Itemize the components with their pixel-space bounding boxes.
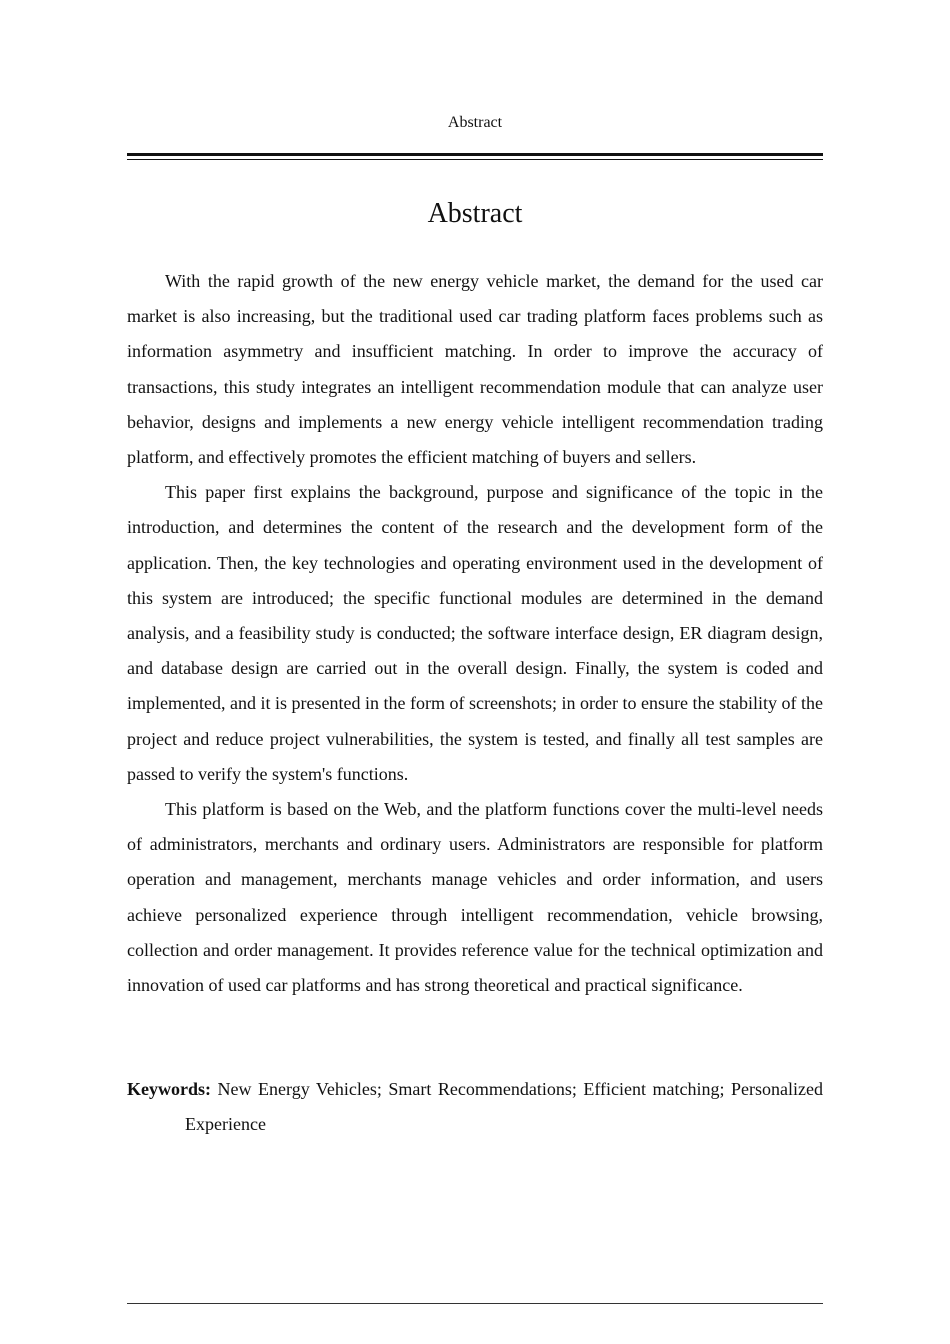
header-rule [127,153,823,160]
abstract-body [127,264,823,1003]
keywords-text: New Energy Vehicles; Smart Recommendations; Efficient matching; Personalized Experience [185,1079,824,1135]
page-title: Abstract [427,198,523,229]
keywords-label: Keywords: [127,1079,211,1099]
abstract-paragraph: This paper first explains the background, purpose and significance of the topic in the introduction, and determines the content of the research and the development form of the application. Then, the key technologies and operating environment used in the development of this system are introduced; the specific functional modules are determined in the demand analysis, and a feasibility study is conducted; the software interface design, ER diagram design, and database design are carried out in the overall design. Finally, the system is coded and implemented, and it is presented in the form of screenshots; in order to ensure the stability of the project and reduce project vulnerabilities, the system is tested, and finally all test samples are passed to verify the system's functions. [127,482,823,784]
footer-rule [127,1303,823,1304]
keywords-line [127,1072,823,1142]
abstract-paragraph: This platform is based on the Web, and the platform functions cover the multi-level needs of administrators, merchants and ordinary users. Administrators are responsible for platform operation and management, merchants manage vehicles and order information, and users achieve personalized experience through intelligent recommendation, vehicle browsing, collection and order management. It provides reference value for the technical optimization and innovation of used car platforms and has strong theoretical and practical significance. [127,799,823,996]
abstract-paragraph: With the rapid growth of the new energy vehicle market, the demand for the used car market is also increasing, but the traditional used car trading platform faces problems such as information asymmetry and insufficient matching. In order to improve the accuracy of transactions, this study integrates an intelligent recommendation module that can analyze user behavior, designs and implements a new energy vehicle intelligent recommendation trading platform, and effectively promotes the efficient matching of buyers and sellers. [127,271,823,468]
running-header: Abstract [447,114,503,131]
